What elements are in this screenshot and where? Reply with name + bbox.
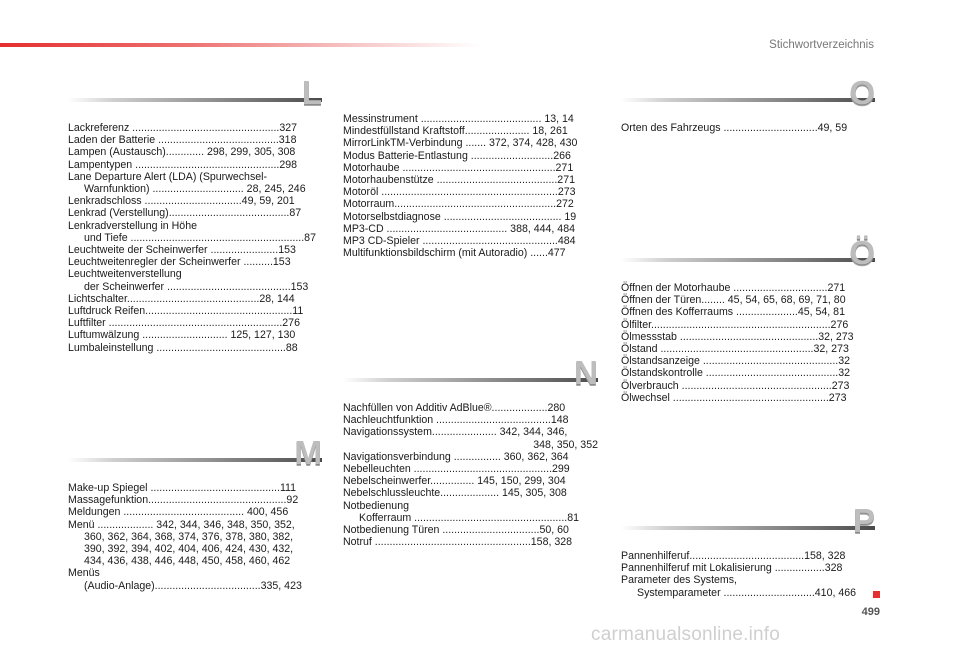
index-entry: (Audio-Anlage)....................................335, 423 [84,579,302,592]
index-entry: Motoröl ............................................................273 [343,186,576,199]
page-section-title: Stichwortverzeichnis [769,39,874,51]
index-entry: 434, 436, 438, 446, 448, 450, 458, 460, 462 [84,555,291,568]
index-list [621,282,875,404]
index-entry: Lane Departure Alert (LDA) (Spurwechsel- [68,170,268,183]
section-divider [621,234,875,271]
section-N [343,354,598,549]
index-entry: Menü ................... 342, 344, 346, 348, 350, 352, [68,518,295,531]
index-entry: Lampentypen .................................................298 [68,158,298,171]
page-marker-square [873,591,880,598]
index-entry: Leuchtweite der Scheinwerfer .......................153 [68,244,296,257]
section-O [621,74,875,134]
index-entry: 348, 350, 352 [533,438,598,451]
index-entry: Luftfilter ...........................................................276 [68,317,300,330]
index-entry: Nachfüllen von Additiv AdBlue®...................280 [343,402,566,414]
index-entry: Meldungen ......................................... 400, 456 [68,506,289,519]
index-entry: der Scheinwerfer ..........................................153 [84,280,309,293]
index-entry: Leuchtweitenverstellung [68,268,182,281]
index-entry: Ölverbrauch ...................................................273 [621,379,850,392]
index-entry: Messinstrument ......................................... 13, 14 [343,113,574,125]
section-divider [621,502,875,539]
index-entry: Ölstandsanzeige ..............................................32 [621,355,851,368]
index-entry: Ölstandskontrolle .............................................32 [621,367,851,380]
index-entry: Ölstand ....................................................32, 273 [621,343,849,356]
index-entry: Notruf .....................................................158, 328 [343,536,573,549]
section-letter: P [852,502,875,539]
section-letter: N [574,354,598,391]
index-entry: Öffnen des Kofferraums .....................45, 54, 81 [621,306,845,319]
index-entry: Menüs [68,567,100,580]
index-entry: Modus Batterie-Entlastung ............................266 [343,149,571,162]
index-entry: Warnfunktion) ............................... 28, 245, 246 [84,183,306,196]
index-entry: Luftdruck Reifen..................................................11 [68,305,304,318]
section-letter: L [301,74,322,111]
section-divider [343,354,598,391]
index-entry: Öffnen der Motorhaube ................................271 [621,282,846,294]
header-accent-bar [0,43,480,47]
index-entry: Nebelscheinwerfer............... 145, 150, 299, 304 [343,475,566,488]
index-list [621,550,875,599]
section-P [621,502,875,599]
index-entry: Lampen (Austausch)............. 298, 299, 305, 308 [68,146,296,159]
index-entry: Lenkradverstellung in Höhe [68,219,197,232]
index-entry: Massagefunktion...............................................92 [68,494,299,507]
index-entry: Ölwechsel .....................................................273 [621,391,847,404]
index-entry: 360, 362, 364, 368, 374, 376, 378, 380, 382, [84,530,294,543]
index-entry: Lenkrad (Verstellung).........................................87 [68,207,302,220]
index-entry: Orten des Fahrzeugs ................................49, 59 [621,122,848,134]
index-entry: 390, 392, 394, 402, 404, 406, 424, 430, 432, [84,543,294,556]
index-entry: Luftumwälzung ............................. 125, 127, 130 [68,329,296,342]
index-entry: Lumbaleinstellung ............................................88 [68,341,298,354]
section-letter: M [294,434,322,471]
index-entry: MP3-CD ......................................... 388, 444, 484 [343,222,575,235]
section-M [68,434,322,592]
index-entry: Notbedienung Türen .................................50, 60 [343,524,569,537]
index-entry: Nachleuchtfunktion .......................................148 [343,414,569,427]
index-entry: Pannenhilferuf.......................................158, 328 [621,550,846,562]
index-entry: Make-up Spiegel ............................................111 [68,482,297,494]
index-entry: Nebelleuchten ...............................................299 [343,463,570,476]
index-entry: Navigationssystem...................... 342, 344, 346, [343,426,568,439]
index-entry: Motorhaube ....................................................271 [343,161,574,174]
index-entry: Nebelschlussleuchte.................... 145, 305, 308 [343,487,567,500]
watermark-text: carmanualsonline.info [591,624,781,645]
section-divider [621,74,875,111]
section-divider [68,74,322,111]
section-divider [68,434,322,471]
index-list [621,122,875,134]
index-entry: Notbedienung [343,499,409,512]
index-list [68,482,322,592]
index-entry: Pannenhilferuf mit Lokalisierung .................328 [621,562,843,575]
section-letter: Ö [849,234,875,271]
index-entry: Motorhaubenstütze .........................................271 [343,174,575,187]
index-entry: Kofferraum ....................................................81 [359,511,579,524]
index-entry: Leuchtweitenregler der Scheinwerfer ..........153 [68,256,291,269]
index-list [343,402,598,548]
section-L [68,74,322,354]
index-entry: Motorraum.......................................................272 [343,198,574,211]
index-entry: Ölfilter.............................................................276 [621,318,849,331]
section-OE [621,234,875,404]
page-number: 499 [861,606,880,618]
index-entry: MP3 CD-Spieler ..............................................484 [343,235,576,248]
index-entry: Motorselbstdiagnose ........................................ 19 [343,210,577,223]
index-entry: Lichtschalter.............................................28, 144 [68,292,295,305]
index-list [68,122,322,354]
index-entry: Laden der Batterie .........................................318 [68,134,297,147]
index-entry: Parameter des Systems, [621,574,737,587]
index-entry: Mindestfüllstand Kraftstoff...................... 18, 261 [343,125,568,138]
index-entry: Öffnen der Türen........ 45, 54, 65, 68, 69, 71, 80 [621,294,846,307]
index-entry: Ölmessstab ...............................................32, 273 [621,330,854,343]
section-letter: O [849,74,875,111]
index-list [343,113,598,259]
index-entry: Multifunktionsbildschirm (mit Autoradio) ......477 [343,247,566,260]
index-entry: Lenkradschloss .................................49, 59, 201 [68,195,295,208]
index-entry: MirrorLinkTM-Verbindung ....... 372, 374, 428, 430 [343,137,578,150]
section-M-continued [343,113,598,259]
index-entry: Systemparameter ...............................410, 466 [637,586,857,599]
index-entry: und Tiefe ...........................................................87 [84,231,316,244]
index-entry: Navigationsverbindung ................ 360, 362, 364 [343,450,569,463]
index-entry: Lackreferenz ..................................................327 [68,122,298,134]
